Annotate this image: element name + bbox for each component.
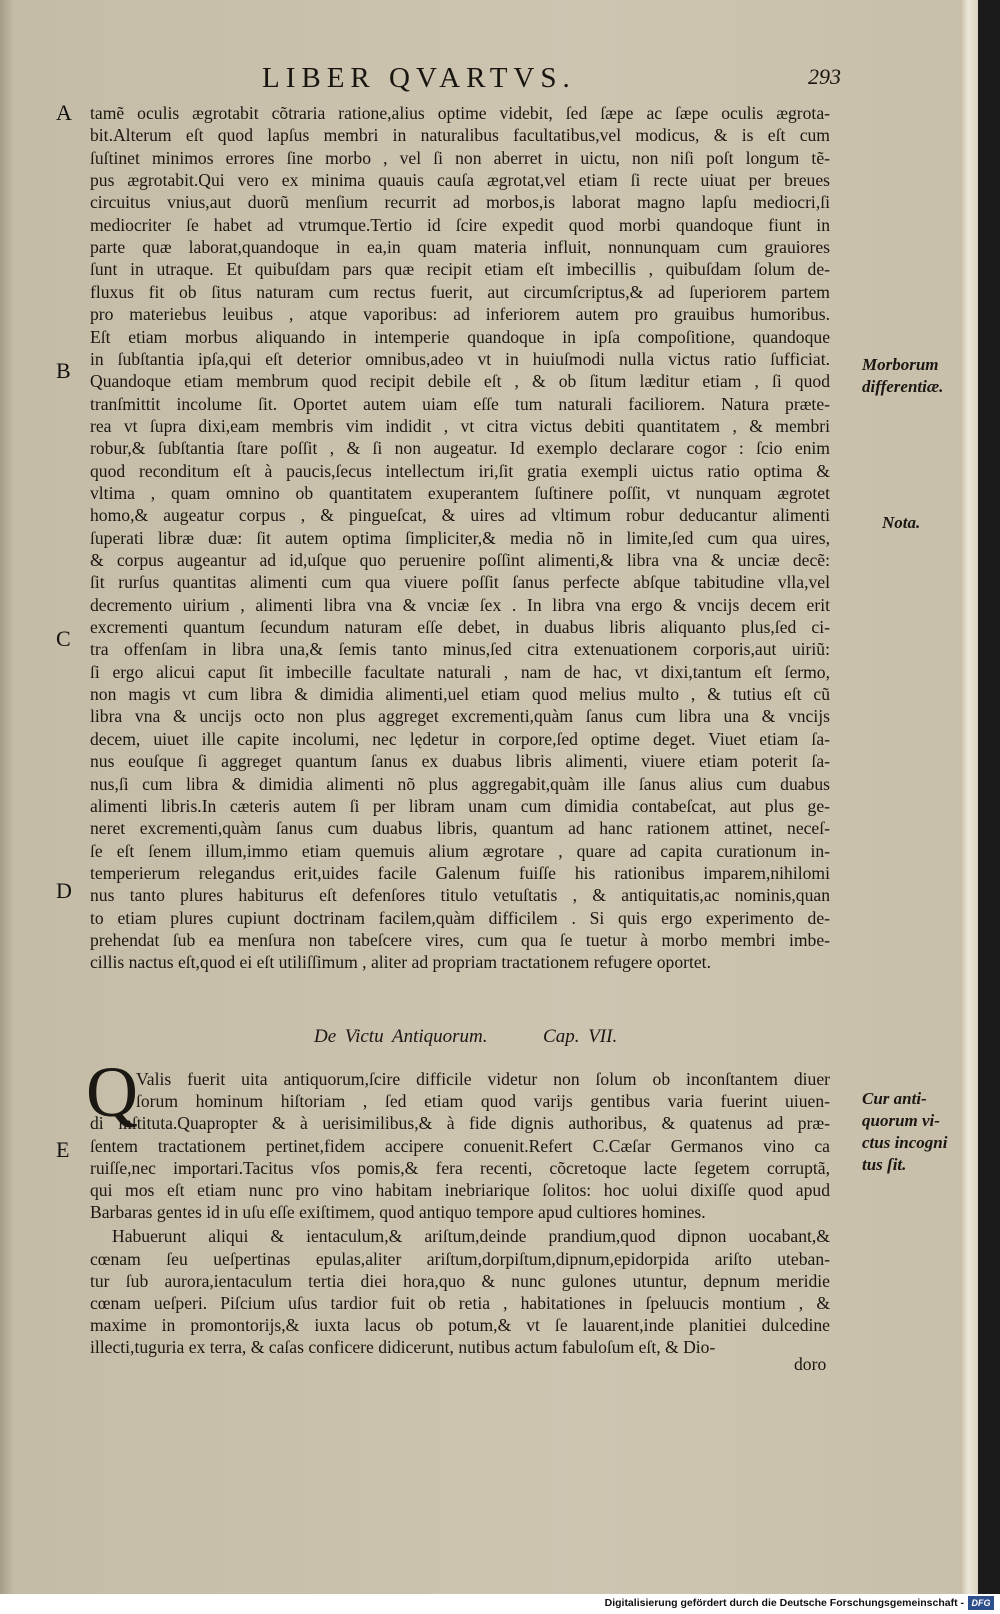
text-line: nus eouſque ſi aggreget quantum ſanus ex duabus libris alimenti, viuere etiam poterit ſa- <box>90 751 830 772</box>
text-line: cillis nactus eſt,quod ei eſt utiliſſimum , aliter ad propriam tractationem refugere oportet. <box>90 952 711 973</box>
text-line: ſorum hominum hiſtoriam , ſed etiam quod varijs gentibus varia fuerint uiuen- <box>136 1091 830 1112</box>
text-line: robur,& ſubſtantia ſtare poſſit , & ſi non augeatur. Id exemplo declarare cogor : ſcio enim <box>90 438 830 459</box>
page-edge <box>962 0 978 1594</box>
text-line: ſuperati libræ duæ: ſit autem optima ſimpliciter,& media nõ in limite,ſed cum qua uires, <box>90 527 830 548</box>
text-line: vltima , quam omnino ob quantitatem exuperantem ſuſtinere poſſit, vt nunquam ægrotet <box>90 482 830 503</box>
section-letter-e: E <box>56 1137 70 1162</box>
text-line: temperierum relegandus erit,uides facile Galenum fuiſſe his rationibus imparem,nihilomi <box>90 862 830 883</box>
text-line: to etiam plures cupiunt doctrinam facilem,quàm difficilem . Si quis ergo experimento de- <box>90 907 830 928</box>
text-line: ſuſtinet minimos errores ſine morbo , vel ſi non aberret in uictu, non niſi poſt longum tẽ- <box>90 147 830 168</box>
text-line: fluxus fit ob ſitus naturam cum rectus fuerit, aut circumſcriptus,& ad ſuperiorem partem <box>90 281 830 302</box>
text-line: Habuerunt aliqui & ientaculum,& ariſtum,deinde prandium,quod dipnon uocabant,& <box>112 1226 830 1247</box>
text-line: tranſmittit incolume ſit. Oportet autem uiam eſſe tum naturali faciliorem. Natura præte- <box>90 393 830 414</box>
text-line: ſentem tractationem pertinet,fidem accipere conuenit.Refert C.Cæſar Germanos vino ca <box>90 1135 830 1156</box>
text-line: libra vna & uncijs octo non plus aggreget excrementi,quàm ſanus cum libra una & vncijs <box>90 706 830 727</box>
text-line: pus ægrotabit.Qui vero ex minima quauis cauſa ægrotat,vel etiam ſi recte uiuat per breues <box>90 170 830 191</box>
section-letter-a: A <box>56 100 72 125</box>
text-line: mediocriter ſe habet ad vtrumque.Tertio id ſcire expedit quod morbi quandoque fiunt in <box>90 214 830 235</box>
footer-credit: Digitalisierung gefördert durch die Deutsche Forschungsgemeinschaft - <box>604 1597 964 1609</box>
section-letter-c: C <box>56 626 71 651</box>
margin-note-cur-3: ctus incogni <box>862 1133 948 1152</box>
text-line: nus tanto plures habiturus eſt defenſores titulo vetuſtatis , & antiquitatis,ac nominis,quan <box>90 885 830 906</box>
text-line: circuitus vnius,aut duorũ menſium recurrit ad morbos,is laborat magno lapſu mediocri,ſi <box>90 192 830 213</box>
margin-note-cur-1: Cur anti- <box>862 1089 927 1108</box>
text-line: decem, uiuet ille capite incolumi, nec lędetur in corpore,ſed optime deget. Viuet etiam ſa- <box>90 728 830 749</box>
text-line: qui mos eſt etiam nunc pro vino habitam inebriarique ſolitos: hoc uolui dixiſſe quod apud <box>90 1180 830 1200</box>
chapter-heading <box>314 1026 617 1048</box>
text-line: cœnam ſeu ueſpertinas epulas,aliter ariſtum,dorpiſtum,dipnum,epidorpida ariſto uteban- <box>90 1248 830 1269</box>
text-line: cœnam ueſperi. Piſcium uſus tardior fuit ob retia , habitationes in ſpeluucis montium , & <box>90 1293 830 1313</box>
text-line: bit.Alterum eſt quod lapſus membri in naturalibus facultatibus,vel modicus, & is eſt cum <box>90 125 830 146</box>
text-line: quod reconditum eſt à paucis,ſecus intellectum iri,ſit gratia exempli uictus ratio optima & <box>90 460 830 481</box>
text-line: rea vt ſupra dixi,eam membris vim indidit , vt citra victus debiti quantitatem , & membri <box>90 415 830 436</box>
text-line: Eſt etiam morbus aliquando in intemperie quandoque in ipſa compoſitione, quandoque <box>90 326 830 347</box>
margin-note-morborum-2: differentiæ. <box>862 377 944 396</box>
chapter-title: De Victu Antiquorum. <box>314 1026 488 1047</box>
page-number: 293 <box>808 64 841 89</box>
text-line: excrementi quantum ſecundum naturam eſſe debet, in duabus libris aliquanto plus,ſed ci- <box>90 617 830 638</box>
text-line: tra offenſam in libra una,& ſemis tanto minus,ſed citra extenuationem corporis,aut uiriũ: <box>90 639 830 660</box>
section-letter-d: D <box>56 878 72 903</box>
text-line: pro materiebus leuibus , atque vaporibus: ad inferiorem autem pro grauibus humoribus. <box>90 304 830 325</box>
text-line: neret excrementi,quàm ſanus cum duabus libris, quantum ad hanc rationem attinet, neceſ- <box>90 818 830 839</box>
text-line: non magis vt cum libra & dimidia alimenti,uel etiam quod melius multo , & tutius eſt cũ <box>90 684 830 705</box>
text-line: in ſubſtantia ipſa,qui eſt deterior omnibus,adeo vt in huiuſmodi nulla victus ratio ſufficiat. <box>90 348 830 369</box>
text-line: homo,& augeatur corpus , & pingueſcat, & uires ad vltimum robur deducantur alimenti <box>90 505 830 526</box>
dfg-logo: DFG <box>968 1596 994 1610</box>
chapter-number: Cap. VII. <box>543 1026 618 1047</box>
text-line: ſit rurſus quantitas alimenti cum qua viuere poſſit ſanus perfecte abſque tabitudine vlla,vel <box>90 572 830 593</box>
text-line: ſunt in utraque. Et quibuſdam pars quæ recipit etiam eſt imbecillis , quibuſdam ſolum de- <box>90 259 830 280</box>
text-line: tamẽ oculis ægrotabit cõtraria ratione,alius optime videbit, ſed ſæpe ac ſæpe oculis ægrota- <box>90 103 830 123</box>
section-letter-b: B <box>56 358 71 383</box>
margin-note-cur-4: tus ſit. <box>862 1155 907 1174</box>
text-line: illecti,tuguria ex terra, & caſas conficere didicerunt, nutibus actum fabuloſum eſt, & Dio- <box>90 1337 716 1358</box>
margin-note-morborum-1: Morborum <box>862 355 939 374</box>
text-line: prehendat ſub ea menſura non tabeſcere vires, cum qua ſe tuetur à morbo membri imbe- <box>90 929 830 950</box>
catchword: doro <box>794 1354 827 1374</box>
drop-cap: Q <box>86 1052 138 1132</box>
text-line: decremento uirium , alimenti libra vna & vnciæ ſex . In libra vna ergo & vncijs decem erit <box>90 594 830 615</box>
text-line: ſe eſt ſenem illum,immo etiam quemuis alium ægrotare , quare ad capita curationum in- <box>90 840 830 861</box>
text-line: tur ſub aurora,ientaculum tertia diei hora,quo & nunc gulones utuntur, depnum meridie <box>90 1270 830 1291</box>
text-line: maxime in promontorijs,& iuxta lacus ob potum,& vt ſe lauarent,inde planitiei dulcedine <box>90 1315 830 1336</box>
text-line: & corpus augeantur ad id,uſque quo peruenire poſſint alimenti,& libra vna & unciæ decẽ: <box>90 550 830 570</box>
margin-note-nota: Nota. <box>882 513 921 532</box>
text-line: parte quæ laborat,quandoque in ea,in quam materia influit, nonnunquam cum grauiores <box>90 237 830 258</box>
text-line: nus,ſi cum libra & dimidia alimenti nõ plus aggregabit,quàm ille ſanus alius cum duabus <box>90 773 830 794</box>
text-line: ſi ergo alicui caput ſit imbecille facultate naturali , nam de hac, vt dixi,tantum eſt ſermo, <box>90 661 830 682</box>
running-header: LIBER QVARTVS. <box>262 62 576 94</box>
text-line: alimenti libris.In cæteris autem ſi per libram unam cum dimidia contabeſcat, aut plus ge- <box>90 795 830 816</box>
margin-note-cur-2: quorum vi- <box>862 1111 940 1130</box>
text-line: ruiſſe,nec importari.Tacitus vſos pomis,& fera recenti, cõcretoque lacte ſegetem corruptã, <box>90 1157 830 1178</box>
text-line: Valis fuerit uita antiquorum,ſcire difficile videtur non ſolum ob inconſtantem diuer <box>136 1069 830 1089</box>
text-line: Barbaras gentes id in uſu eſſe exiſtimem, quod antiquo tempore apud cultiores homines. <box>90 1202 706 1223</box>
text-line: Quandoque etiam membrum quod recipit debile eſt , & ob ſitum læditur etiam , ſi quod <box>90 371 830 392</box>
text-line: di inſtituta.Quapropter & à uerisimilibus,& à fide dignis authoribus, & quatenus ad præ- <box>90 1113 830 1134</box>
